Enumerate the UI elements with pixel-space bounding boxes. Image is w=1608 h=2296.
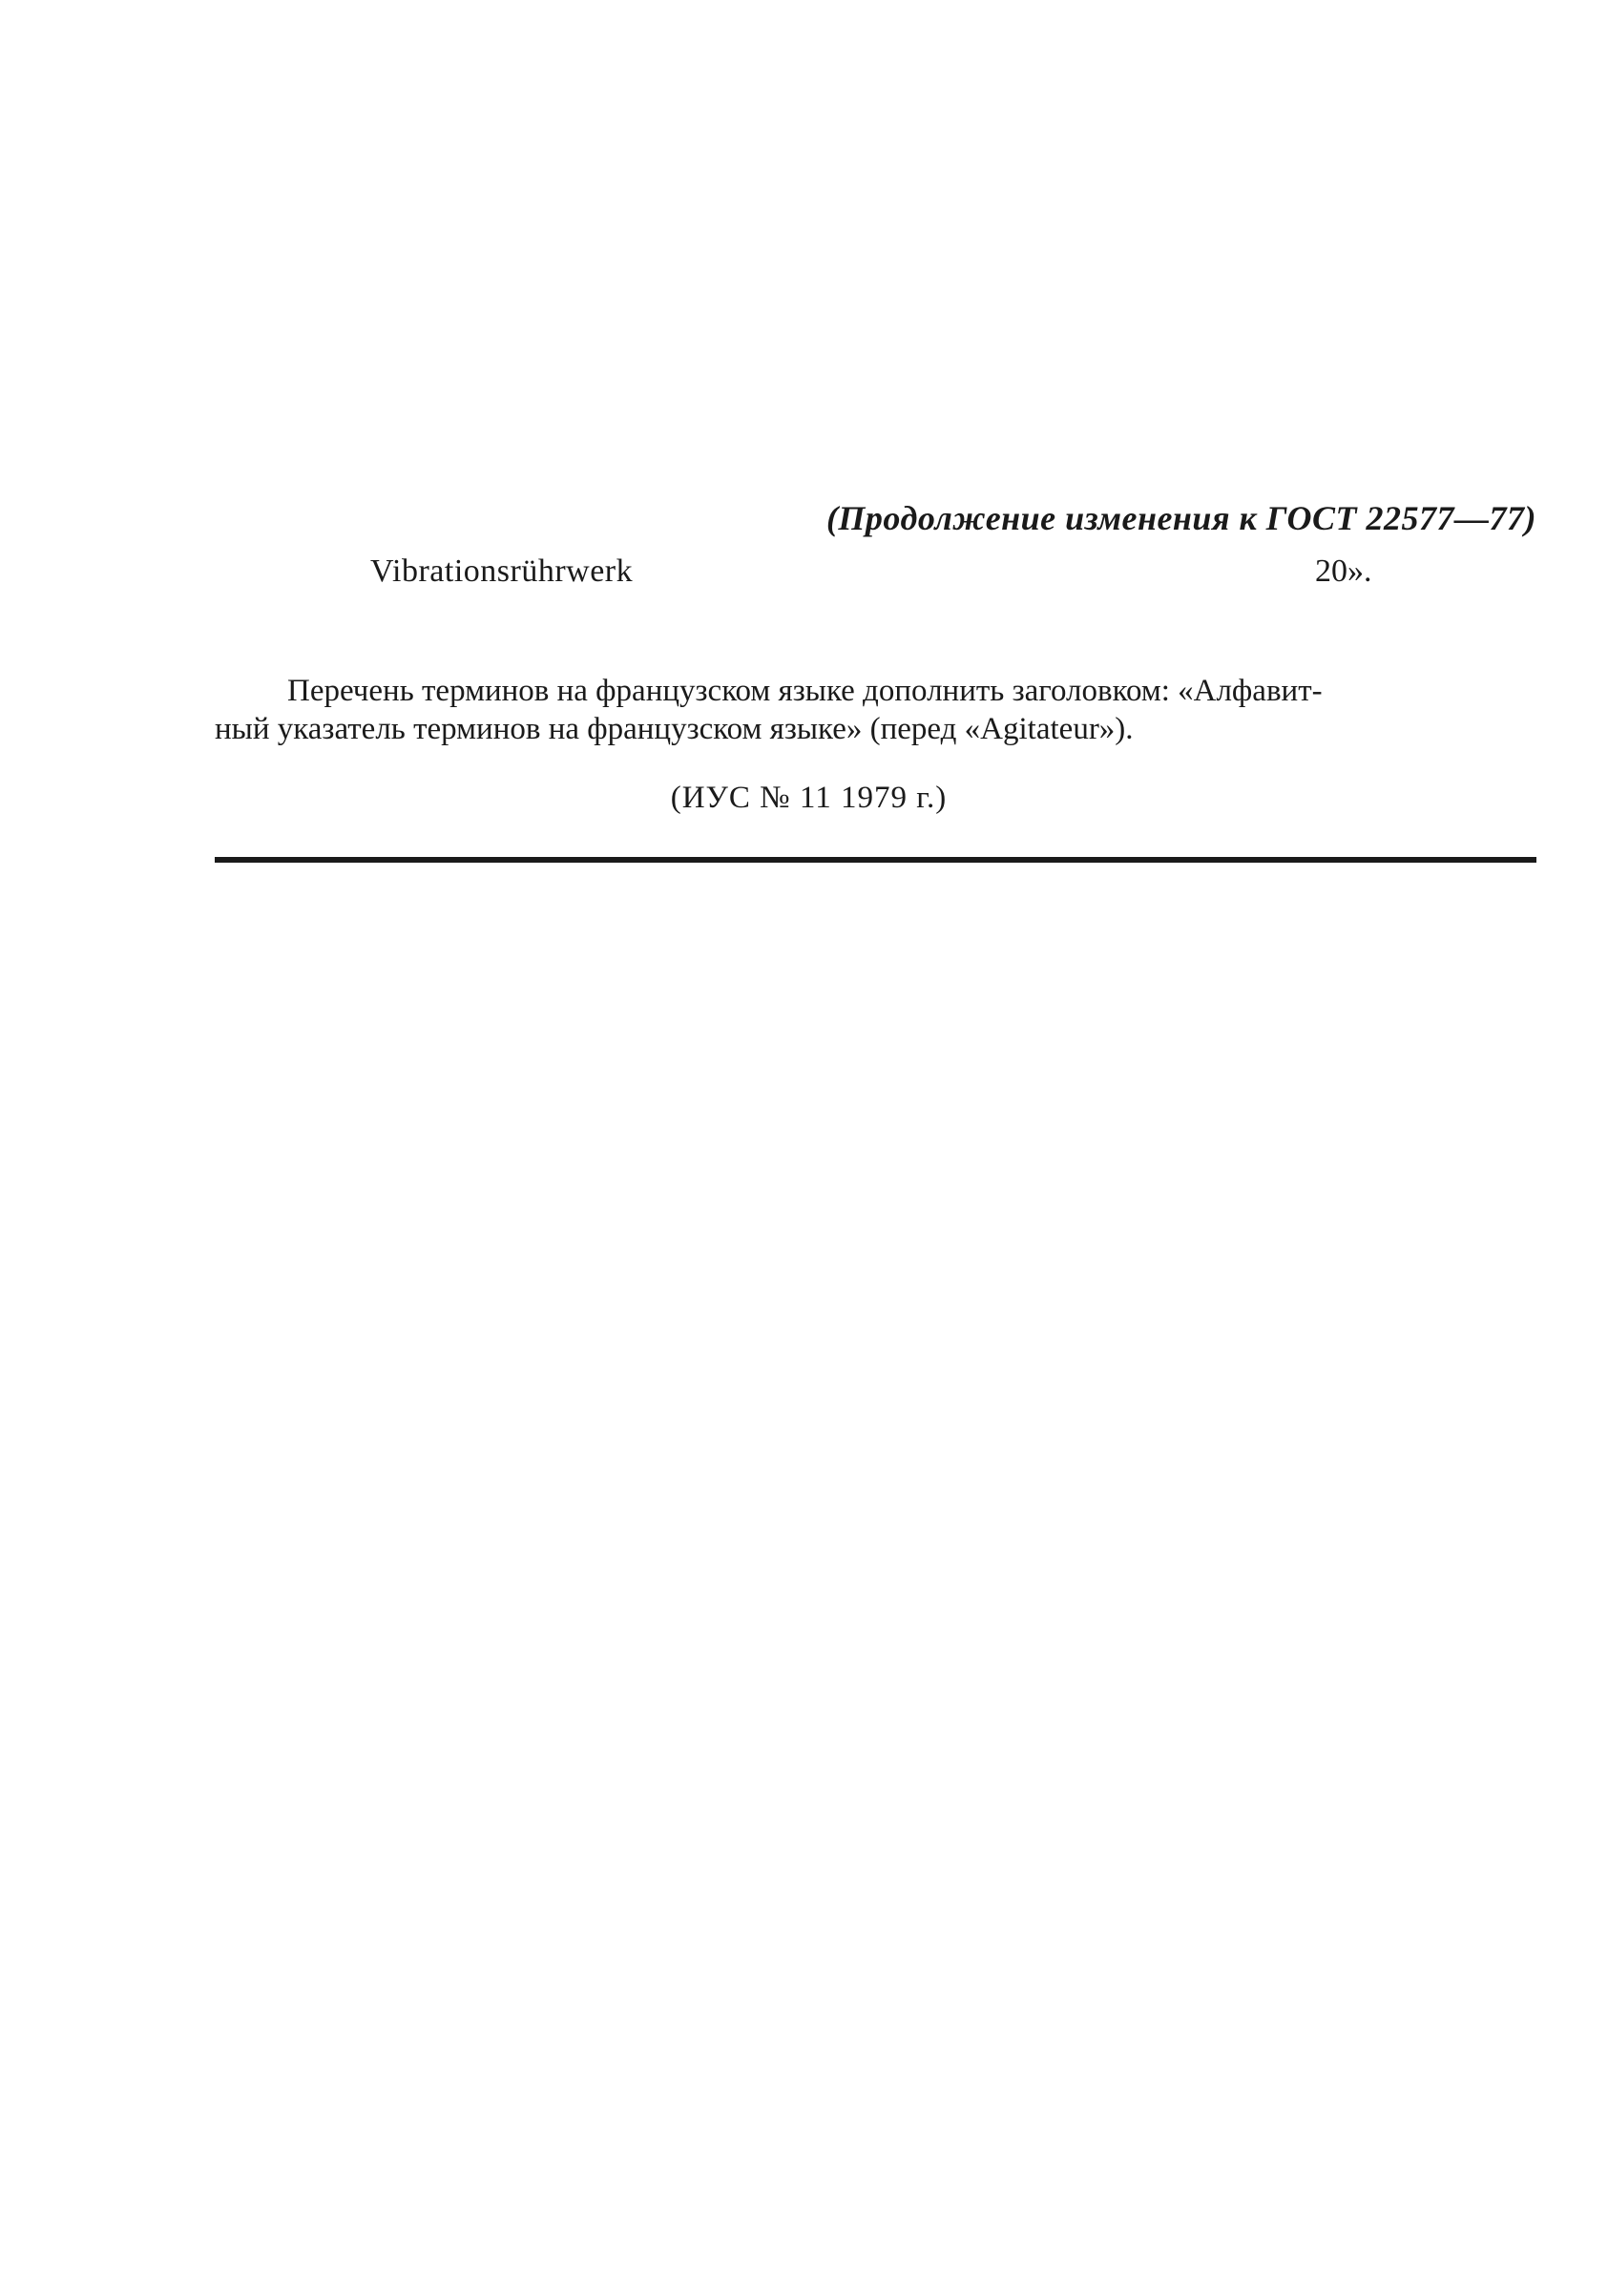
continuation-header: (Продолжение изменения к ГОСТ 22577—77) xyxy=(825,499,1536,537)
entry-term: Vibrationsrührwerk xyxy=(370,553,634,589)
amendment-paragraph xyxy=(215,672,1534,748)
amendment-line-2: ный указатель терминов на французском языке» (перед «Agitateur»). xyxy=(215,712,1134,746)
horizontal-rule xyxy=(215,857,1536,863)
amendment-line-1: Перечень терминов на французском языке дополнить заголовком: «Алфавит- xyxy=(287,674,1323,708)
source-reference: (ИУС № 11 1979 г.) xyxy=(670,781,948,815)
entry-page-number: 20». xyxy=(1315,553,1372,589)
index-entry xyxy=(370,553,1401,601)
